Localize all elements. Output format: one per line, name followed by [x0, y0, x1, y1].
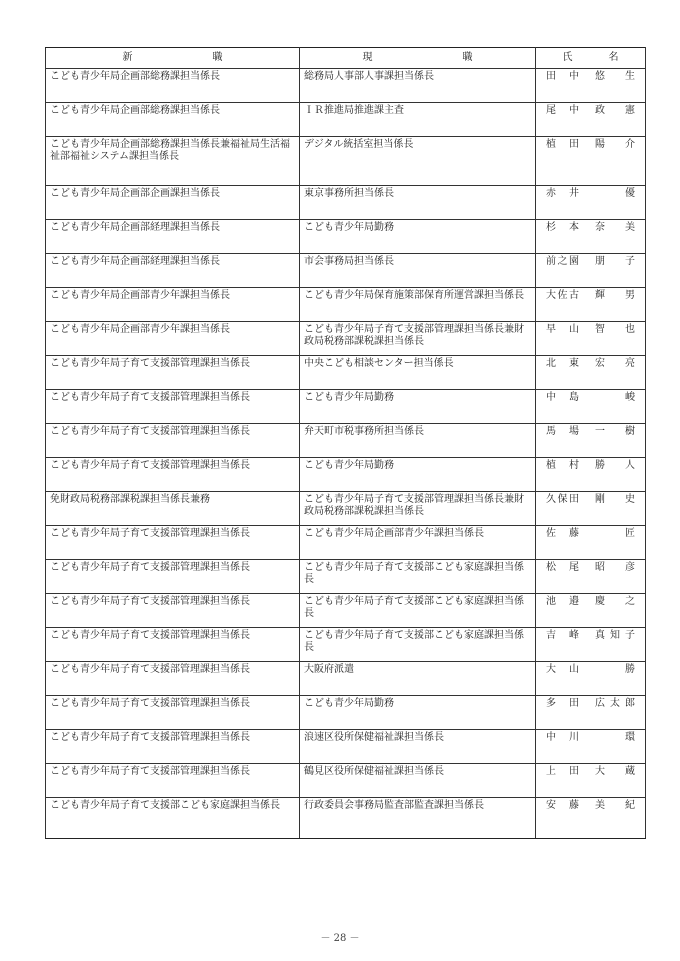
table-body — [46, 69, 646, 839]
name-cell — [536, 424, 646, 458]
new-post-cell: こども青少年局企画部経理課担当係長 — [46, 254, 300, 288]
table-row — [46, 628, 646, 662]
given-name: 智 也 — [595, 324, 635, 335]
name-cell — [536, 730, 646, 764]
table-row — [46, 764, 646, 798]
current-post-cell: こども青少年局保育施策部保育所運営課担当係長 — [300, 288, 536, 322]
family-name: 植 村 — [546, 460, 579, 471]
new-post-cell: こども青少年局子育て支援部管理課担当係長 — [46, 662, 300, 696]
table-row — [46, 458, 646, 492]
family-name: 赤 井 — [546, 188, 579, 199]
given-name: 勝 人 — [595, 460, 635, 471]
current-post-cell: こども青少年局勤務 — [300, 220, 536, 254]
given-name: 一 樹 — [595, 426, 635, 437]
new-post-cell: こども青少年局子育て支援部管理課担当係長 — [46, 424, 300, 458]
table-row — [46, 356, 646, 390]
current-post-cell: 総務局人事部人事課担当係長 — [300, 69, 536, 103]
family-name: 北 東 — [546, 358, 579, 369]
new-post-cell: こども青少年局子育て支援部管理課担当係長 — [46, 730, 300, 764]
current-post-cell: 浪速区役所保健福祉課担当係長 — [300, 730, 536, 764]
new-post-cell: こども青少年局子育て支援部管理課担当係長 — [46, 356, 300, 390]
current-post-cell: 大阪府派遣 — [300, 662, 536, 696]
family-name: 吉 峰 — [546, 630, 579, 641]
new-post-cell: こども青少年局子育て支援部管理課担当係長 — [46, 458, 300, 492]
given-name: 優 — [625, 188, 635, 199]
current-post-cell: 行政委員会事務局監査部監査課担当係長 — [300, 798, 536, 839]
new-post-cell: こども青少年局企画部青少年課担当係長 — [46, 322, 300, 356]
given-name: 峻 — [625, 392, 635, 403]
family-name: 中 川 — [546, 732, 579, 743]
header-current-post: 現 職 — [300, 48, 536, 69]
given-name: 奈 美 — [595, 222, 635, 233]
name-cell — [536, 798, 646, 839]
name-cell — [536, 69, 646, 103]
name-cell — [536, 458, 646, 492]
table-row — [46, 186, 646, 220]
current-post-cell: デジタル統括室担当係長 — [300, 137, 536, 186]
table-row — [46, 288, 646, 322]
current-post-cell: 弁天町市税事務所担当係長 — [300, 424, 536, 458]
new-post-cell: こども青少年局子育て支援部管理課担当係長 — [46, 764, 300, 798]
name-cell — [536, 186, 646, 220]
current-post-cell: こども青少年局企画部青少年課担当係長 — [300, 526, 536, 560]
given-name: 剛 史 — [595, 494, 635, 505]
header-new-post: 新 職 — [46, 48, 300, 69]
name-cell — [536, 103, 646, 137]
new-post-cell: 免財政局税務部課税課担当係長兼務 — [46, 492, 300, 526]
family-name: 久 保 田 — [546, 494, 579, 505]
given-name: 昭 彦 — [595, 562, 635, 573]
current-post-cell: こども青少年局子育て支援部こども家庭課担当係長 — [300, 594, 536, 628]
name-cell — [536, 492, 646, 526]
table-row — [46, 662, 646, 696]
family-name: 大 山 — [546, 664, 579, 675]
name-cell — [536, 628, 646, 662]
table-row — [46, 322, 646, 356]
table-row — [46, 526, 646, 560]
table-row — [46, 594, 646, 628]
new-post-cell: こども青少年局企画部総務課担当係長兼福祉局生活福祉部福祉システム課担当係長 — [46, 137, 300, 186]
current-post-cell: 東京事務所担当係長 — [300, 186, 536, 220]
family-name: 池 邉 — [546, 596, 579, 607]
given-name: 朋 子 — [595, 256, 635, 267]
family-name: 中 島 — [546, 392, 579, 403]
table-row — [46, 137, 646, 186]
name-cell — [536, 322, 646, 356]
name-cell — [536, 696, 646, 730]
table-row — [46, 69, 646, 103]
name-cell — [536, 288, 646, 322]
name-cell — [536, 390, 646, 424]
family-name: 杉 本 — [546, 222, 579, 233]
family-name: 早 山 — [546, 324, 579, 335]
name-cell — [536, 220, 646, 254]
new-post-cell: こども青少年局企画部総務課担当係長 — [46, 103, 300, 137]
given-name: 政 憲 — [595, 105, 635, 116]
current-post-cell: 中央こども相談センター担当係長 — [300, 356, 536, 390]
current-post-cell: 市会事務局担当係長 — [300, 254, 536, 288]
given-name: 輝 男 — [595, 290, 635, 301]
family-name: 尾 中 — [546, 105, 579, 116]
table-header-row — [46, 48, 646, 69]
family-name: 大 佐 古 — [546, 290, 579, 301]
table-row — [46, 560, 646, 594]
current-post-cell: こども青少年局子育て支援部こども家庭課担当係長 — [300, 628, 536, 662]
table-row — [46, 424, 646, 458]
table-row — [46, 254, 646, 288]
current-post-cell: こども青少年局勤務 — [300, 458, 536, 492]
given-name: 広 太 郎 — [595, 698, 635, 709]
new-post-cell: こども青少年局子育て支援部管理課担当係長 — [46, 560, 300, 594]
given-name: 勝 — [625, 664, 635, 675]
name-cell — [536, 594, 646, 628]
table-row — [46, 730, 646, 764]
name-cell — [536, 356, 646, 390]
family-name: 馬 場 — [546, 426, 579, 437]
given-name: 環 — [625, 732, 635, 743]
current-post-cell: こども青少年局勤務 — [300, 696, 536, 730]
name-cell — [536, 526, 646, 560]
given-name: 悠 生 — [595, 71, 635, 82]
given-name: 美 紀 — [595, 800, 635, 811]
new-post-cell: こども青少年局子育て支援部管理課担当係長 — [46, 696, 300, 730]
page-number: － 28 － — [320, 933, 360, 944]
family-name: 多 田 — [546, 698, 579, 709]
family-name: 佐 藤 — [546, 528, 579, 539]
current-post-cell: こども青少年局子育て支援部管理課担当係長兼財政局税務部課税課担当係長 — [300, 322, 536, 356]
current-post-cell: 鶴見区役所保健福祉課担当係長 — [300, 764, 536, 798]
new-post-cell: こども青少年局企画部経理課担当係長 — [46, 220, 300, 254]
personnel-table-sheet — [45, 47, 645, 839]
table-row — [46, 220, 646, 254]
given-name: 大 蔵 — [595, 766, 635, 777]
header-name: 氏 名 — [536, 48, 646, 69]
current-post-cell: こども青少年局子育て支援部管理課担当係長兼財政局税務部課税課担当係長 — [300, 492, 536, 526]
new-post-cell: こども青少年局子育て支援部管理課担当係長 — [46, 390, 300, 424]
family-name: 植 田 — [546, 139, 579, 150]
new-post-cell: こども青少年局企画部総務課担当係長 — [46, 69, 300, 103]
new-post-cell: こども青少年局子育て支援部管理課担当係長 — [46, 628, 300, 662]
name-cell — [536, 254, 646, 288]
table-row — [46, 798, 646, 839]
new-post-cell: こども青少年局子育て支援部こども家庭課担当係長 — [46, 798, 300, 839]
family-name: 安 藤 — [546, 800, 579, 811]
table-row — [46, 390, 646, 424]
family-name: 松 尾 — [546, 562, 579, 573]
given-name: 匠 — [625, 528, 635, 539]
family-name: 上 田 — [546, 766, 579, 777]
given-name: 宏 亮 — [595, 358, 635, 369]
family-name: 田 中 — [546, 71, 579, 82]
given-name: 慶 之 — [595, 596, 635, 607]
name-cell — [536, 764, 646, 798]
current-post-cell: ＩＲ推進局推進課主査 — [300, 103, 536, 137]
family-name: 前 之 園 — [546, 256, 579, 267]
name-cell — [536, 662, 646, 696]
table-row — [46, 492, 646, 526]
given-name: 陽 介 — [595, 139, 635, 150]
current-post-cell: こども青少年局子育て支援部こども家庭課担当係長 — [300, 560, 536, 594]
current-post-cell: こども青少年局勤務 — [300, 390, 536, 424]
table-row — [46, 696, 646, 730]
name-cell — [536, 137, 646, 186]
name-cell — [536, 560, 646, 594]
personnel-table — [45, 47, 646, 839]
new-post-cell: こども青少年局子育て支援部管理課担当係長 — [46, 526, 300, 560]
new-post-cell: こども青少年局子育て支援部管理課担当係長 — [46, 594, 300, 628]
new-post-cell: こども青少年局企画部企画課担当係長 — [46, 186, 300, 220]
table-row — [46, 103, 646, 137]
given-name: 真 知 子 — [595, 630, 635, 641]
new-post-cell: こども青少年局企画部青少年課担当係長 — [46, 288, 300, 322]
